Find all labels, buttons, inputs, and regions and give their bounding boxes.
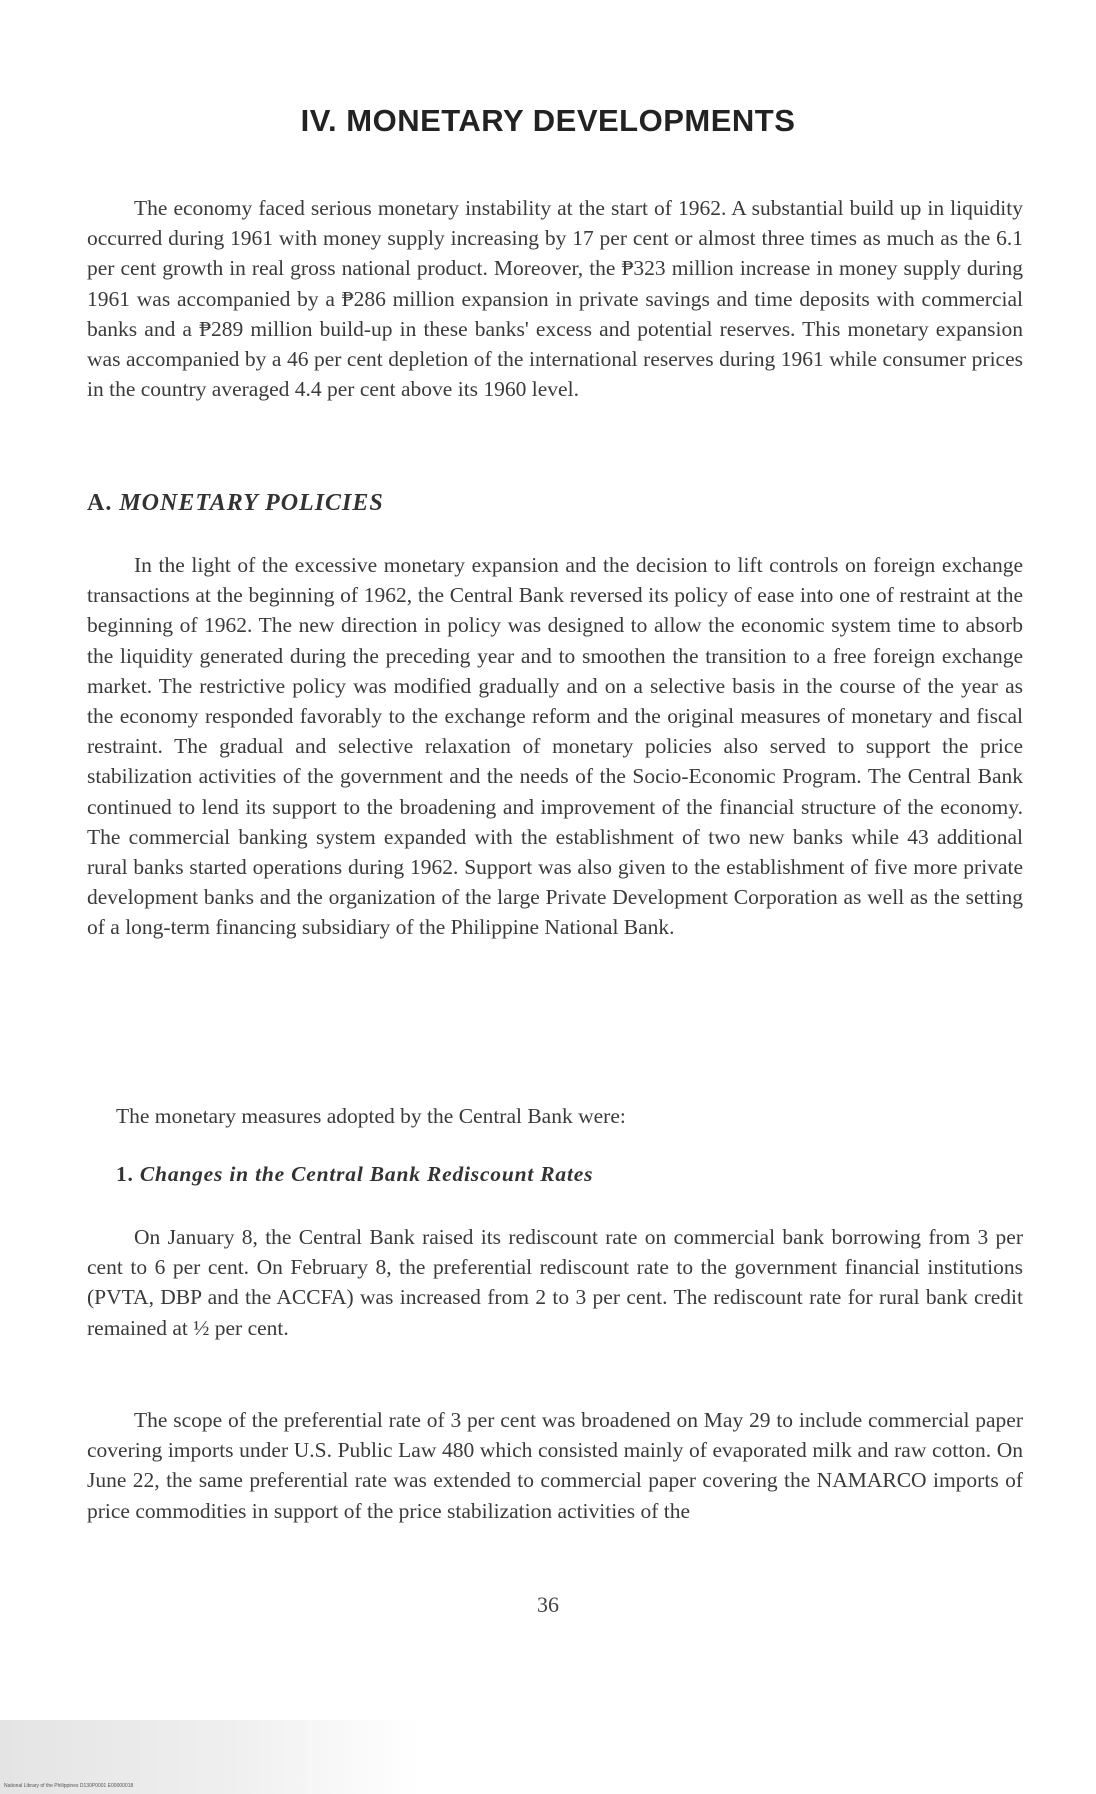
intro-paragraph: The economy faced serious monetary instability at the start of 1962. A substantial build up in liquidity occurred during 1961 with money supply increasing by 17 per cent or almost three times as much as the 6.1 per cent growth in real gross national product. Moreover, the ₱323 million increase in money supply during 1961 was accompanied by a ₱286 million expansion in private savings and time deposits with commercial banks and a ₱289 million build-up in these banks' excess and potential reserves. This monetary expansion was accompanied by a 46 per cent depletion of the international reserves during 1961 while consumer prices in the country averaged 4.4 per cent above its 1960 level. <box>87 196 1023 402</box>
subsection-label: 1. <box>116 1162 134 1186</box>
page-number: 36 <box>537 1592 559 1617</box>
subsection-heading-rediscount-rates <box>116 1162 593 1187</box>
section-heading-monetary-policies <box>87 490 384 517</box>
rediscount-paragraph-1: On January 8, the Central Bank raised its rediscount rate on commercial bank borrowing from 3 per cent to 6 per cent. On February 8, the preferential rediscount rate to the government financial institutions (PVTA, DBP and the ACCFA) was increased from 2 to 3 per cent. The rediscount rate for rural bank credit remained at ½ per cent. <box>87 1225 1023 1340</box>
subsection-title: Changes in the Central Bank Rediscount Rates <box>139 1162 594 1186</box>
monetary-policies-paragraph: In the light of the excessive monetary expansion and the decision to lift controls on foreign exchange transactions at the beginning of 1962, the Central Bank reversed its policy of ease into one of restraint at the beginning of 1962. The new direction in policy was designed to allow the economic system time to absorb the liquidity generated during the preceding year and to smoothen the transition to a free foreign exchange market. The restrictive policy was modified gradually and on a selective basis in the course of the year as the economy responded favorably to the exchange reform and the original measures of monetary and fiscal restraint. The gradual and selective relaxation of monetary policies also served to support the price stabilization activities of the government and the needs of the Socio-Economic Program. The Central Bank continued to lend its support to the broadening and improvement of the financial structure of the economy. The commercial banking system expanded with the establishment of two new banks while 43 additional rural banks started operations during 1962. Support was also given to the establishment of five more private development banks and the organization of the large Private Development Corporation as well as the setting of a long-term financing subsidiary of the Philippine National Bank. <box>87 553 1023 940</box>
section-label: A. <box>87 490 113 516</box>
rediscount-paragraph-2: The scope of the preferential rate of 3 per cent was broadened on May 29 to include commercial paper covering imports under U.S. Public Law 480 which consisted mainly of evaporated milk and raw cotton. On June 22, the same preferential rate was extended to commercial paper covering the NAMARCO imports of price commodities in support of the price stabilization activities of the <box>87 1408 1023 1523</box>
chapter-title: IV. MONETARY DEVELOPMENTS <box>300 103 796 138</box>
section-title: MONETARY POLICIES <box>119 490 384 516</box>
measures-intro: The monetary measures adopted by the Central Bank were: <box>116 1104 626 1128</box>
footer-note: National Library of the Philippines D130P0001 E00000018 <box>4 1783 134 1789</box>
